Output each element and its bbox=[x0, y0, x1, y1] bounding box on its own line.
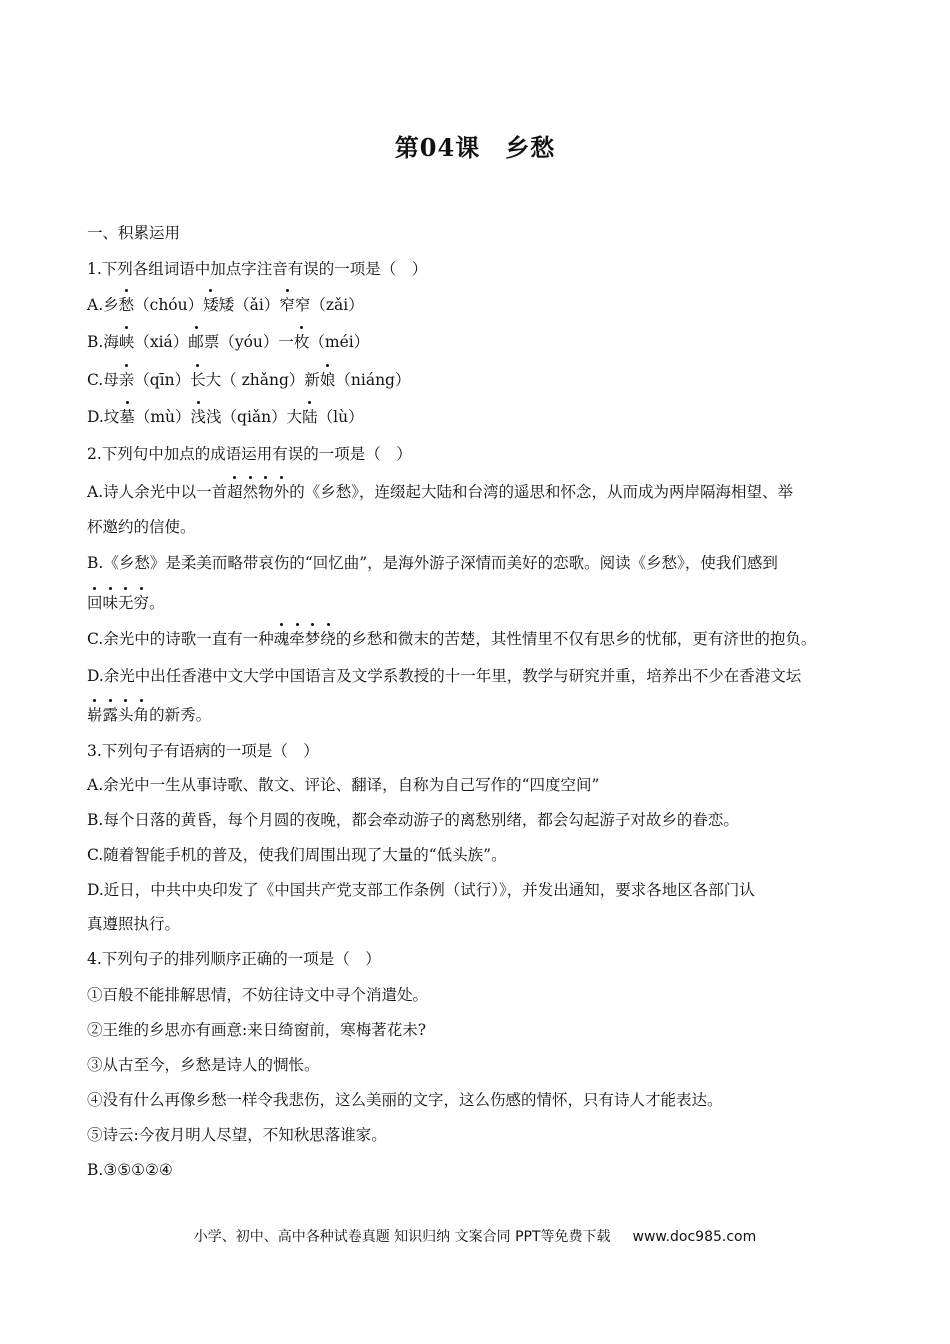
page-title: 第04课 乡愁 bbox=[394, 133, 556, 162]
footer-url-link[interactable]: www.doc985.com bbox=[632, 1229, 757, 1245]
dotted-idiom bbox=[274, 630, 336, 648]
question-3-option-a: A.余光中一生从事诗歌、散文、评论、翻译，自称为自己写作的“四度空间” bbox=[87, 776, 600, 794]
dotted-char: 邮 bbox=[188, 333, 204, 351]
dotted-char: 味 bbox=[102, 594, 119, 612]
question-2-option-b-line2: 回味无穷。 bbox=[87, 594, 165, 612]
dotted-char: 魂 bbox=[273, 630, 290, 648]
dotted-char: 墓 bbox=[119, 408, 135, 426]
dotted-char: 浅 bbox=[190, 408, 207, 426]
dotted-char: 陆 bbox=[302, 408, 318, 426]
question-2-option-b-line1: B.《乡愁》是柔美而略带哀伤的“回忆曲”，是海外游子深情而美好的恋歌。阅读《乡愁》，使我们感到 bbox=[87, 554, 778, 572]
question-1-option-a: A.乡愁（chóu）矮矮（ǎi）窄窄（zǎi） bbox=[87, 296, 364, 314]
question-4-sentence-4: ④没有什么再像乡愁一样令我悲伤，这么美丽的文字，这么伤感的情怀，只有诗人才能表达。 bbox=[87, 1091, 723, 1109]
question-3-option-d-line2: 真遵照执行。 bbox=[87, 915, 181, 933]
question-2-option-d-line1: D.余光中出任香港中文大学中国语言及文学系教授的十一年里，教学与研究并重，培养出不少在香港文坛 bbox=[87, 667, 802, 685]
dotted-char: 外 bbox=[273, 483, 290, 501]
dotted-char: 超 bbox=[227, 483, 243, 501]
dotted-char: 然 bbox=[242, 483, 259, 501]
dotted-char: 窄 bbox=[279, 296, 295, 314]
dotted-char: 头 bbox=[118, 706, 134, 724]
dotted-char: 长 bbox=[190, 371, 206, 389]
question-1-option-c: C.母亲（qīn）长大（ zhǎng）新娘（niáng） bbox=[87, 371, 411, 389]
dotted-char: 崭 bbox=[87, 706, 103, 724]
dotted-char: 峡 bbox=[118, 333, 135, 351]
dotted-char: 亲 bbox=[118, 371, 135, 389]
question-3-option-d-line1: D.近日，中共中央印发了《中国共产党支部工作条例（试行）》，并发出通知，要求各地区各部门认 bbox=[87, 881, 755, 899]
dotted-idiom bbox=[87, 594, 149, 612]
question-4-sentence-5: ⑤诗云:今夜月明人尽望，不知秋思落谁家。 bbox=[87, 1126, 387, 1144]
question-3-stem: 3.下列句子有语病的一项是（ ） bbox=[87, 742, 319, 760]
dotted-char: 娘 bbox=[319, 371, 336, 389]
question-1-option-b: B.海峡（xiá）邮票（yóu）一枚（méi） bbox=[87, 333, 370, 351]
dotted-char: 露 bbox=[102, 706, 119, 724]
question-1-stem: 1.下列各组词语中加点字注音有误的一项是（ ） bbox=[87, 260, 428, 278]
dotted-char: 愁 bbox=[118, 296, 135, 314]
section-heading: 一、积累运用 bbox=[87, 224, 181, 242]
dotted-char: 回 bbox=[87, 594, 103, 612]
question-4-option-b: B.③⑤①②④ bbox=[87, 1161, 173, 1179]
question-4-sentence-2: ②王维的乡思亦有画意:来日绮窗前，寒梅著花未? bbox=[87, 1021, 427, 1039]
dotted-char: 角 bbox=[133, 706, 150, 724]
dotted-char: 无 bbox=[118, 594, 134, 612]
question-4-sentence-3: ③从古至今，乡愁是诗人的惆怅。 bbox=[87, 1056, 320, 1074]
dotted-char: 穷 bbox=[133, 594, 150, 612]
question-4-sentence-1: ①百般不能排解思情，不妨往诗文中寻个消遣处。 bbox=[87, 986, 429, 1004]
question-2-option-c: C.余光中的诗歌一直有一种魂牵梦绕的乡愁和微末的苦楚，其性情里不仅有思乡的忧郁，更有济世的抱负。 bbox=[87, 630, 817, 648]
question-3-option-c: C.随着智能手机的普及，使我们周围出现了大量的“低头族”。 bbox=[87, 846, 507, 864]
question-2-option-a-line2: 杯邀约的信使。 bbox=[87, 518, 196, 536]
question-2-option-a-line1: A.诗人余光中以一首超然物外的《乡愁》，连缀起大陆和台湾的遥思和怀念，从而成为两岸隔海相望、举 bbox=[87, 483, 793, 501]
dotted-char: 矮 bbox=[203, 296, 219, 314]
dotted-char: 梦 bbox=[304, 630, 321, 648]
question-2-option-d-line2: 崭露头角的新秀。 bbox=[87, 706, 212, 724]
question-1-option-d: D.坟墓（mù）浅浅（qiǎn）大陆（lù） bbox=[87, 408, 364, 426]
page-footer bbox=[0, 1226, 950, 1246]
question-4-stem: 4.下列句子的排列顺序正确的一项是（ ） bbox=[87, 950, 381, 968]
dotted-char: 牵 bbox=[289, 630, 305, 648]
dotted-char: 绕 bbox=[320, 630, 336, 648]
question-2-stem: 2.下列句中加点的成语运用有误的一项是（ ） bbox=[87, 445, 412, 463]
question-3-option-b: B.每个日落的黄昏，每个月圆的夜晚，都会牵动游子的离愁别绪，都会勾起游子对故乡的眷恋。 bbox=[87, 811, 739, 829]
footer-text: 小学、初中、高中各种试卷真题 知识归纳 文案合同 PPT等免费下载 bbox=[193, 1229, 611, 1245]
dotted-idiom bbox=[87, 706, 149, 724]
dotted-char: 物 bbox=[258, 483, 274, 501]
dotted-char: 枚 bbox=[293, 333, 310, 351]
dotted-idiom bbox=[227, 483, 289, 501]
